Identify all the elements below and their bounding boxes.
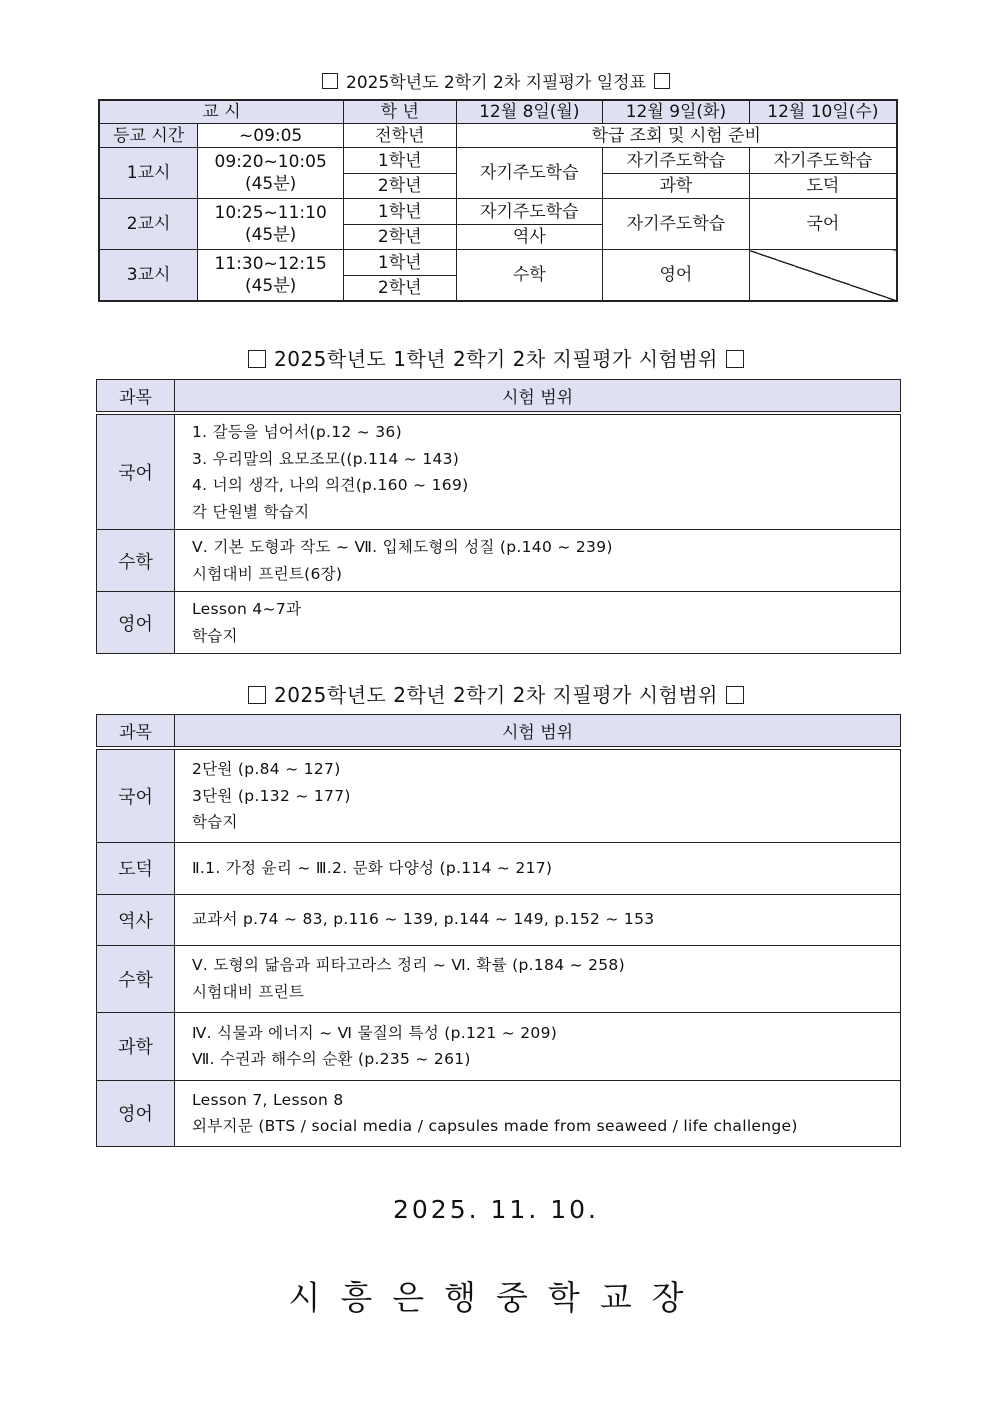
grade2-range-table [96,714,901,1147]
period-1-grade-2: 2학년 [344,174,456,199]
period-3-label: 3교시 [99,250,198,301]
table-row [97,842,901,894]
period-3-time: 11:30~12:15 (45분) [198,250,344,301]
table-row [97,1080,901,1146]
arrival-row [99,124,897,148]
subject-cell: 국어 [97,748,175,842]
square-bullet-icon [322,73,338,89]
subject-cell: 도덕 [97,842,175,894]
schedule-title [0,68,992,93]
period-2-grade-1: 1학년 [344,199,456,225]
arrival-time: ~09:05 [198,124,344,148]
period-2-day-3: 국어 [749,199,897,250]
grade2-header-row [97,715,901,749]
schedule-table [98,99,898,302]
range-cell: Lesson 7, Lesson 8 외부지문 (BTS / social media / capsules made from seaweed / life challenge) [175,1080,901,1146]
period-2-grade-2: 2학년 [344,225,456,250]
arrival-activity: 학급 조회 및 시험 준비 [456,124,897,148]
grade1-header-row [97,380,901,414]
grade1-range-table [96,379,901,654]
period-1-label: 1교시 [99,148,198,199]
range-cell: Ⅴ. 도형의 닮음과 피타고라스 정리 ~ Ⅵ. 확률 (p.184 ~ 258) 시험대비 프린트 [175,945,901,1012]
square-bullet-icon [726,350,744,368]
period-1-day-2-grade-2: 과학 [603,174,750,199]
period-1-day-1: 자기주도학습 [456,148,603,199]
subject-cell: 영어 [97,592,175,654]
period-2-label: 2교시 [99,199,198,250]
grade2-col-range: 시험 범위 [175,715,901,749]
period-3-grade-2: 2학년 [344,276,456,301]
period-1-day-3-grade-1: 자기주도학습 [749,148,897,174]
range-cell: 2단원 (p.84 ~ 127) 3단원 (p.132 ~ 177) 학습지 [175,748,901,842]
grade2-range-title [0,679,992,708]
period-2-row [99,199,897,225]
square-bullet-icon [726,686,744,704]
subject-cell: 영어 [97,1080,175,1146]
range-cell: Ⅳ. 식물과 에너지 ~ Ⅵ 물질의 특성 (p.121 ~ 209) Ⅶ. 수권과 해수의 순환 (p.235 ~ 261) [175,1012,901,1080]
schedule-header-row [99,100,897,124]
square-bullet-icon [248,686,266,704]
subject-cell: 과학 [97,1012,175,1080]
period-3-day-1: 수학 [456,250,603,301]
header-grade: 학 년 [344,100,456,124]
subject-cell: 국어 [97,413,175,530]
grade1-range-title-text: 2025학년도 1학년 2학기 2차 지필평가 시험범위 [274,347,718,371]
header-period: 교 시 [99,100,344,124]
school-principal-signature: 시흥은행중학교장 [288,1278,704,1317]
range-cell: 교과서 p.74 ~ 83, p.116 ~ 139, p.144 ~ 149, p.152 ~ 153 [175,894,901,945]
grade1-col-range: 시험 범위 [175,380,901,414]
grade1-col-subject: 과목 [97,380,175,414]
header-day-1: 12월 8일(월) [456,100,603,124]
period-2-time: 10:25~11:10 (45분) [198,199,344,250]
period-1-day-3-grade-2: 도덕 [749,174,897,199]
period-3-row [99,250,897,276]
arrival-label: 등교 시간 [99,124,198,148]
range-cell: Lesson 4~7과 학습지 [175,592,901,654]
table-row [97,894,901,945]
document-date: 2025. 11. 10. [393,1195,599,1224]
header-day-2: 12월 9일(화) [603,100,750,124]
table-row [97,945,901,1012]
table-row [97,413,901,530]
period-3-day-2: 영어 [603,250,750,301]
header-day-3: 12월 10일(수) [749,100,897,124]
grade2-col-subject: 과목 [97,715,175,749]
subject-cell: 수학 [97,530,175,592]
period-2-day-2: 자기주도학습 [603,199,750,250]
period-1-row [99,148,897,174]
arrival-grade: 전학년 [344,124,456,148]
table-row [97,530,901,592]
grade1-range-title [0,343,992,372]
subject-cell: 수학 [97,945,175,1012]
period-3-day-3-empty [749,250,897,301]
period-2-day-1-grade-1: 자기주도학습 [456,199,603,225]
subject-cell: 역사 [97,894,175,945]
period-3-grade-1: 1학년 [344,250,456,276]
range-cell: 1. 갈등을 넘어서(p.12 ~ 36) 3. 우리말의 요모조모((p.114 ~ 143) 4. 너의 생각, 나의 의견(p.160 ~ 169) 각 단원별 학습지 [175,413,901,530]
period-2-day-1-grade-2: 역사 [456,225,603,250]
table-row [97,1012,901,1080]
period-1-day-2-grade-1: 자기주도학습 [603,148,750,174]
period-1-grade-1: 1학년 [344,148,456,174]
square-bullet-icon [248,350,266,368]
range-cell: Ⅴ. 기본 도형과 작도 ~ Ⅶ. 입체도형의 성질 (p.140 ~ 239) 시험대비 프린트(6장) [175,530,901,592]
range-cell: Ⅱ.1. 가정 윤리 ~ Ⅲ.2. 문화 다양성 (p.114 ~ 217) [175,842,901,894]
period-1-time: 09:20~10:05 (45분) [198,148,344,199]
table-row [97,748,901,842]
table-row [97,592,901,654]
schedule-title-text: 2025학년도 2학기 2차 지필평가 일정표 [346,73,646,93]
square-bullet-icon [654,73,670,89]
grade2-range-title-text: 2025학년도 2학년 2학기 2차 지필평가 시험범위 [274,683,718,707]
